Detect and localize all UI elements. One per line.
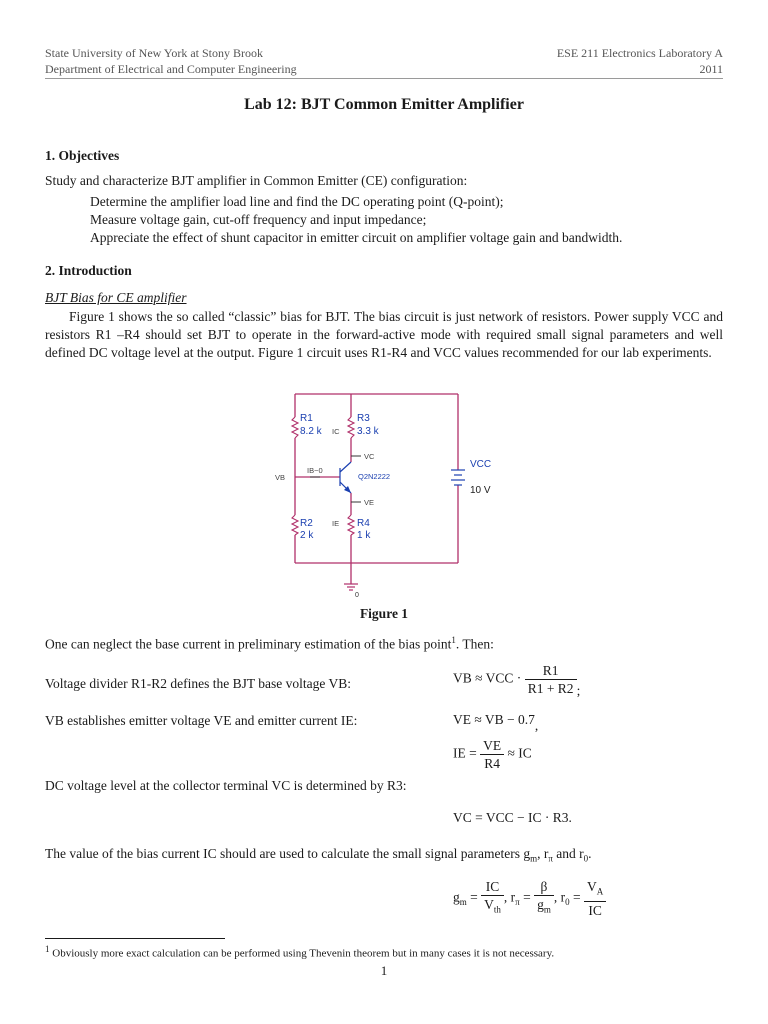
objective-item: Appreciate the effect of shunt capacitor in emitter circuit on amplifier voltage gain and bandwidth. [90,230,623,245]
circuit-diagram [270,388,500,600]
label-ground: 0 [355,592,359,599]
objectives-intro: Study and characterize BJT amplifier in Common Emitter (CE) configuration: [45,173,468,188]
figure-caption: Figure 1 [359,606,409,621]
label-r4: R4 [357,518,370,529]
header-year: 2011 [699,62,723,76]
header-institution: State University of New York at Stony Brook [45,46,263,60]
resistor-r3 [348,417,354,438]
ve-description: VB establishes emitter voltage VE and emitter current IE: [45,713,358,728]
label-vb: VB [275,473,286,482]
label-ic: IC [332,427,340,436]
page-title: Lab 12: BJT Common Emitter Amplifier [244,96,524,113]
small-signal-text: The value of the bias current IC should are used to calculate the small signal parameters $g_m$, $r_\pi$ and $r_0$. [45,846,592,864]
page-number: 1 [380,963,388,978]
introduction-heading: 2. Introduction [45,263,132,278]
label-r3: R3 [357,413,370,424]
label-r2: R2 [300,518,313,529]
label-r3-value: 3.3 k [357,426,379,437]
footnote-ref: 1 [451,635,456,645]
footnote-divider [45,938,225,939]
bias-subheading: BJT Bias for CE amplifier [45,290,187,305]
neglect-base-current-text: One can neglect the base current in preliminary estimation of the bias point$^1$. Then: [45,635,494,652]
label-vc: VC [364,452,375,461]
label-vcc-value: 10 V [470,485,491,496]
resistor-r1 [292,417,298,438]
resistor-r4 [348,515,354,535]
label-ib: IB~0 [307,466,323,475]
label-r1: R1 [300,413,313,424]
label-transistor: Q2N2222 [358,472,391,481]
vc-equation: VC = VCC − IC · R3. [453,810,572,825]
vb-equation: VB ≈ VCC · $\frac{R1}{R1 + R2}$ ; [453,663,581,698]
label-r1-value: 8.2 k [300,426,322,437]
intro-paragraph: Figure 1 shows the so called “classic” bias for BJT. The bias circuit is just network of resistors. Power supply VCC and resistors R1 –R4 should set BJT to operate in the forward-active mode with required small signal parameters and well defined DC voltage level at the output. Figure 1 circuit uses R1-R4 and VCC values recommended for our lab experiments. [45,309,723,360]
ground-icon [344,584,358,590]
ie-equation: IE = $\frac{VE}{R4}$ ≈ IC [453,738,532,771]
label-ve: VE [364,498,375,507]
objectives-heading: 1. Objectives [45,148,120,163]
label-ie: IE [332,519,340,528]
small-signal-equation: $g_m$ = $\frac{IC}{V_{th}}$ , $r_\pi$ = $\frac{\beta}{g_m}$ , $r_0$ = $\frac{V_A}{IC}$ [453,878,606,919]
label-vcc: VCC [470,459,492,470]
transistor-symbol [340,462,351,493]
objective-item: Measure voltage gain, cut-off frequency and input impedance; [90,212,427,227]
ve-equation: VE ≈ VB − 0.7, [453,712,539,733]
header-department: Department of Electrical and Computer Engineering [45,62,297,76]
resistor-r2 [292,515,298,535]
vb-description: Voltage divider R1-R2 defines the BJT base voltage VB: [45,676,351,691]
objective-item: Determine the amplifier load line and find the DC operating point (Q-point); [90,194,504,209]
header-course: ESE 211 Electronics Laboratory A [556,46,723,60]
battery-symbol [451,470,465,485]
header-divider [45,78,723,79]
footnote: $^1$ Obviously more exact calculation can be performed using Thevenin theorem but in many cases it is not necessary. [45,944,555,960]
label-r2-value: 2 k [300,530,314,541]
vc-description: DC voltage level at the collector terminal VC is determined by R3: [45,778,407,793]
label-r4-value: 1 k [357,530,371,541]
